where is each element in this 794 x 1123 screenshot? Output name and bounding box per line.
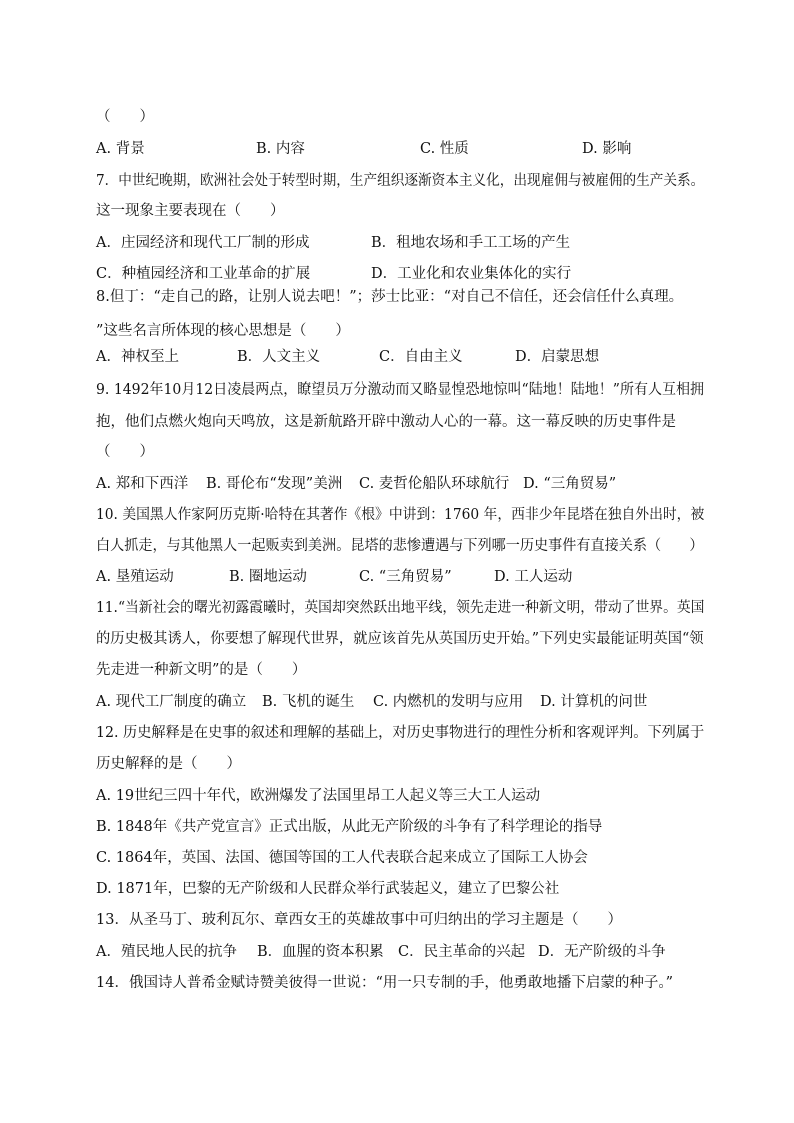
q11-option-b[interactable]: B. 飞机的诞生 [262, 694, 355, 710]
q12-option-d[interactable]: D. 1871年，巴黎的无产阶级和人民群众举行武装起义，建立了巴黎公社 [96, 881, 560, 897]
q11-stem-line1: 11.“当新社会的曙光初露霞曦时，英国却突然跃出地平线，领先走进一种新文明，带动了世界。英国 [96, 600, 705, 616]
q10-stem-line1: 10. 美国黑人作家阿历克斯·哈特在其著作《根》中讲到：1760 年，西非少年昆塔在独自外出时，被 [96, 507, 705, 523]
q9-stem-line3: （ ） [96, 444, 154, 460]
q10-stem-line2: 白人抓走，与其他黑人一起贩卖到美洲。昆塔的悲惨遭遇与下列哪一历史事件有直接关系（ ） [96, 538, 704, 554]
q8-option-b[interactable]: B．人文主义 [237, 349, 321, 365]
q8-option-d[interactable]: D．启蒙思想 [515, 349, 600, 365]
q6-option-d[interactable]: D. 影响 [582, 141, 632, 157]
q6-option-a[interactable]: A. 背景 [96, 141, 145, 157]
q11-option-c[interactable]: C. 内燃机的发明与应用 [373, 694, 524, 710]
q7-option-c[interactable]: C．种植园经济和工业革命的扩展 [96, 266, 311, 282]
q7-stem-line2: 这一现象主要表现在（ ） [96, 203, 285, 219]
q7-option-d[interactable]: D．工业化和农业集体化的实行 [371, 266, 572, 282]
q11-stem-line3: 先走进一种新文明”的是（ ） [96, 662, 307, 678]
q10-option-a[interactable]: A. 垦殖运动 [96, 569, 174, 585]
q11-stem-line2: 的历史极其诱人，你要想了解现代世界，就应该首先从英国历史开始。”下列史实最能证明英国“领 [96, 631, 704, 647]
q12-option-b[interactable]: B. 1848年《共产党宣言》正式出版，从此无产阶级的斗争有了科学理论的指导 [96, 819, 603, 835]
q13-option-c[interactable]: C．民主革命的兴起 [398, 944, 526, 960]
q8-option-a[interactable]: A．神权至上 [96, 349, 179, 365]
q10-option-c[interactable]: C. “三角贸易” [359, 569, 452, 585]
q7-stem-line1: 7．中世纪晚期，欧洲社会处于转型时期，生产组织逐渐资本主义化，出现雇佣与被雇佣的生产关系。 [96, 173, 705, 189]
q11-option-a[interactable]: A. 现代工厂制度的确立 [96, 694, 247, 710]
q10-option-b[interactable]: B. 圈地运动 [229, 569, 307, 585]
q6-option-b[interactable]: B. 内容 [256, 141, 305, 157]
q12-stem-line1: 12. 历史解释是在史事的叙述和理解的基础上，对历史事物进行的理性分析和客观评判。下列属于 [96, 725, 705, 741]
q13-stem: 13．从圣马丁、玻利瓦尔、章西女王的英雄故事中可归纳出的学习主题是（ ） [96, 912, 622, 928]
q13-option-d[interactable]: D．无产阶级的斗争 [538, 944, 666, 960]
q9-option-c[interactable]: C. 麦哲伦船队环球航行 [359, 476, 510, 492]
q12-option-c[interactable]: C. 1864年，英国、法国、德国等国的工人代表联合起来成立了国际工人协会 [96, 850, 588, 866]
q9-option-a[interactable]: A. 郑和下西洋 [96, 476, 189, 492]
q9-option-d[interactable]: D. “三角贸易” [523, 476, 617, 492]
q9-option-b[interactable]: B. 哥伦布“发现”美洲 [206, 476, 343, 492]
q13-option-b[interactable]: B．血腥的资本积累 [257, 944, 384, 960]
q10-option-d[interactable]: D. 工人运动 [494, 569, 573, 585]
q14-stem: 14．俄国诗人普希金赋诗赞美彼得一世说：“用一只专制的手，他勇敢地播下启蒙的种子。” [96, 975, 674, 991]
q9-stem-line2: 抱，他们点燃火炮向天鸣放，这是新航路开辟中激动人心的一幕。这一幕反映的历史事件是 [96, 414, 676, 430]
q11-option-d[interactable]: D. 计算机的问世 [540, 694, 648, 710]
q6-option-c[interactable]: C. 性质 [420, 141, 469, 157]
q8-option-c[interactable]: C．自由主义 [379, 349, 463, 365]
q12-stem-line2: 历史解释的是（ ） [96, 756, 241, 772]
q8-stem-line2: ”这些名言所体现的核心思想是（ ） [96, 323, 350, 339]
q7-option-b[interactable]: B．租地农场和手工工场的产生 [371, 235, 571, 251]
q7-option-a[interactable]: A．庄园经济和现代工厂制的形成 [96, 235, 310, 251]
q8-stem-line1: 8.但丁：“走自己的路，让别人说去吧！”；莎士比亚：“对自己不信任，还会信任什么真理。 [96, 289, 684, 305]
q12-option-a[interactable]: A. 19世纪三四十年代，欧洲爆发了法国里昂工人起义等三大工人运动 [96, 788, 541, 804]
q13-option-a[interactable]: A．殖民地人民的抗争 [96, 944, 237, 960]
q6-paren: （ ） [96, 109, 154, 125]
q9-stem-line1: 9. 1492年10月12日凌晨两点，瞭望员万分激动而又略显惶恐地惊叫“陆地！陆地！”所有人互相拥 [96, 382, 705, 398]
